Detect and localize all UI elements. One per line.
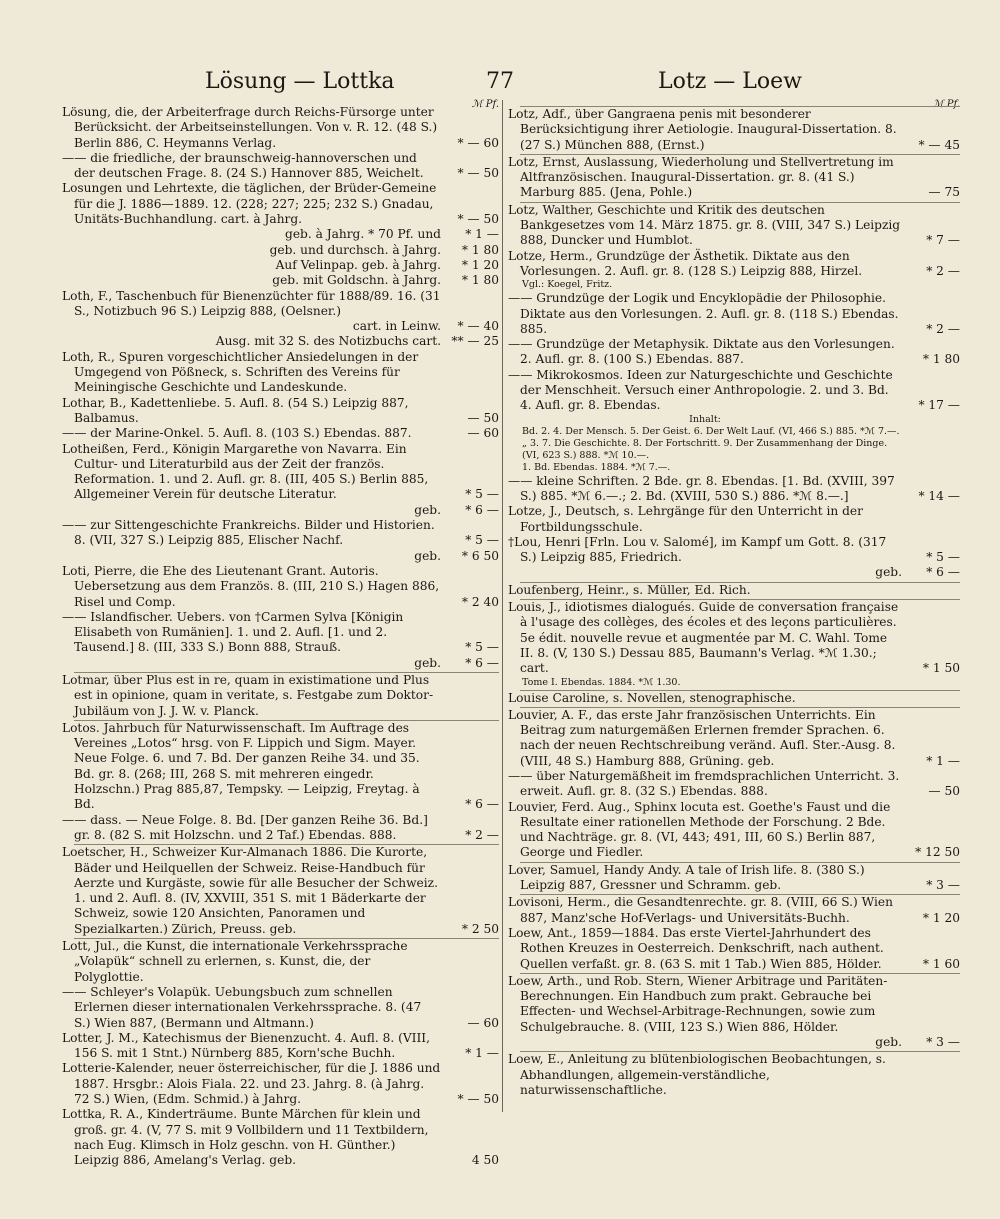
- catalog-entry: [62, 844, 499, 937]
- entry-price: * — 45: [918, 137, 960, 152]
- entry-text: —— die friedliche, der braunschweig-hannoverschen und der deutschen Frage. 8. (24 S.) Hannover 885, Weichelt.: [62, 150, 424, 181]
- entry-price: * 14 —: [918, 488, 960, 503]
- entry-text: Louise Caroline, s. Novellen, stenographische.: [508, 690, 796, 705]
- catalog-entry: [508, 690, 960, 706]
- entry-text: Louvier, A. F., das erste Jahr französischen Unterrichts. Ein Beitrag zum naturgemäßen Erlernen fremder Sprachen. 6. nach der neuen Rechtschreibung veränd. Aufl. Ster.-Ausg. 8. (VIII, 48 S.) Hamburg 888, Grüning. geb.: [508, 707, 896, 768]
- catalog-entry: [508, 894, 960, 926]
- entry-text: Lotter, J. M., Katechismus der Bienenzucht. 4. Aufl. 8. (VIII, 156 S. mit 1 Stnt.) Nürnberg 885, Korn'sche Buchh.: [62, 1030, 430, 1061]
- price-column-header: ℳ Pf.: [932, 99, 960, 110]
- entry-text: Louvier, Ferd. Aug., Sphinx locuta est. Goethe's Faust und die Resultate einer rationellen Methode der Forschung. 2 Bde. und Nachträge. gr. 8. (VI, 443; 491, III, 60 S.) Berlin 887, George und Fiedler.: [508, 799, 891, 860]
- note-text: Bd. 2. 4. Der Mensch. 5. Der Geist. 6. Der Welt Lauf. (VI, 466 S.) 885. *ℳ 7.—.: [522, 425, 900, 437]
- entry-price: * 1 80: [461, 273, 499, 288]
- entry-price: * 6 —: [465, 502, 499, 517]
- entry-text: Loew, Arth., und Rob. Stern, Wiener Arbitrage und Paritäten-Berechnungen. Ein Handbuch zum prakt. Gebrauche bei Effecten- und Wechsel-Arbitrage-Rechnungen, sowie zum Schulgebrauche. 8. (VIII, 123 S.) Wien 886, Hölder.: [508, 973, 888, 1034]
- catalog-entry: [74, 258, 499, 273]
- entry-note: [508, 414, 960, 426]
- entry-price: — 60: [467, 426, 499, 441]
- catalog-entry: [62, 150, 499, 182]
- catalog-entry: [508, 582, 960, 598]
- catalog-entry: [62, 984, 499, 1031]
- entry-text: cart. in Leinw.: [352, 319, 441, 334]
- catalog-entry: [74, 656, 499, 671]
- header-right-title: Lotz — Loew: [658, 69, 802, 94]
- catalog-entry: [62, 609, 499, 656]
- entry-price: * 1 20: [461, 257, 499, 272]
- entry-price: * 12 50: [915, 845, 960, 860]
- entry-text: Lotmar, über Plus est in re, quam in existimatione und Plus est in opinione, quam in veritate, s. Festgabe zum Doktor-Jubiläum von J. J. W. v. Planck.: [62, 672, 434, 718]
- entry-text: —— kleine Schriften. 2 Bde. gr. 8. Ebendas. [1. Bd. (XVIII, 397 S.) 885. *ℳ 6.—.; 2. Bd. (XVIII, 530 S.) 886. *ℳ 8.—.]: [508, 473, 895, 503]
- entry-text: —— Grundzüge der Metaphysik. Diktate aus den Vorlesungen. 2. Aufl. gr. 8. (100 S.) Ebendas. 887.: [508, 337, 895, 367]
- entry-text: geb.: [414, 548, 441, 563]
- catalog-entry: [508, 106, 960, 153]
- catalog-entry: [62, 426, 499, 441]
- entry-price: * 1 60: [922, 956, 960, 971]
- running-header: [150, 66, 850, 98]
- entry-price: * 1 50: [922, 661, 960, 676]
- entry-price: * 2 —: [926, 263, 960, 278]
- catalog-entry: [74, 549, 499, 564]
- entry-price: ** — 25: [451, 334, 499, 349]
- note-text: Inhalt:: [689, 413, 721, 425]
- entry-text: Ausg. mit 32 S. des Notizbuchs cart.: [215, 334, 441, 349]
- header-left-title: Lösung — Lottka: [205, 69, 395, 94]
- entry-price: * — 60: [457, 135, 499, 150]
- entry-price: * 5 —: [465, 487, 499, 502]
- entry-text: Lover, Samuel, Handy Andy. A tale of Irish life. 8. (380 S.) Leipzig 887, Gressner und Schramm. geb.: [508, 862, 865, 893]
- entry-text: Loew, E., Anleitung zu blütenbiologischen Beobachtungen, s. Abhandlungen, allgemein-verständliche, naturwissenschaftliche.: [508, 1052, 886, 1097]
- entry-price: — 60: [467, 1015, 499, 1030]
- entry-price: * 7 —: [926, 233, 960, 248]
- entry-text: Lösung, die, der Arbeiterfrage durch Reichs-Fürsorge unter Berücksicht. der Arbeitseinstellungen. Von v. R. 12. (48 S.) Berlin 886, C. Heymanns Verlag.: [62, 105, 438, 150]
- entry-text: Lotz, Adf., über Gangraena penis mit besonderer Berücksichtigung ihrer Aetiologie. Inaugural-Dissertation. 8. (27 S.) München 888, (Ernst.): [508, 107, 897, 152]
- entry-price: * 3 —: [926, 1035, 960, 1050]
- note-text: Tome I. Ebendas. 1884. *ℳ 1.30.: [522, 676, 681, 688]
- catalog-entry: [508, 202, 960, 249]
- catalog-entry: [74, 503, 499, 518]
- catalog-entry: [62, 1061, 499, 1107]
- entry-price: * — 50: [457, 212, 499, 227]
- entry-text: —— dass. — Neue Folge. 8. Bd. [Der ganzen Reihe 36. Bd.] gr. 8. (82 S. mit Holzschn. und 2 Taf.) Ebendas. 888.: [62, 812, 428, 842]
- catalog-entry: [62, 105, 499, 151]
- column-divider: [502, 100, 503, 1112]
- entry-text: Lotze, Herm., Grundzüge der Ästhetik. Diktate aus den Vorlesungen. 2. Aufl. gr. 8. (128 S.) Leipzig 888, Hirzel.: [508, 248, 863, 278]
- catalog-entry: [508, 1051, 960, 1098]
- entry-text: geb.: [414, 502, 441, 517]
- right-column: [508, 100, 960, 1098]
- entry-price: * 6 —: [465, 797, 499, 812]
- entry-price: * 6 —: [926, 565, 960, 580]
- left-column: [62, 100, 499, 1168]
- catalog-entry: [508, 973, 960, 1035]
- catalog-entry: [62, 181, 499, 227]
- catalog-entry: [62, 1107, 499, 1168]
- catalog-entry: [62, 812, 499, 844]
- entry-text: Lotterie-Kalender, neuer österreichischer, für die J. 1886 und 1887. Hrsgbr.: Alois Fiala. 22. und 23. Jahrg. 8. (à Jahrg. 72 S.) Wien, (Edm. Schmid.) à Jahrg.: [62, 1061, 441, 1106]
- catalog-entry: [508, 154, 960, 201]
- entry-text: Loth, F., Taschenbuch für Bienenzüchter für 1888/89. 16. (31 S., Notizbuch 96 S.) Leipzig 888, (Oelsner.): [62, 288, 441, 318]
- entry-text: Loetscher, H., Schweizer Kur-Almanach 1886. Die Kurorte, Bäder und Heilquellen der Schweiz. Reise-Handbuch für Aerzte und Kurgäste, sowie für alle Besucher der Schweiz. 1. und 2. Aufl. 8. (IV, XXVIII, 351 S. mit 1 Bäderkarte der Schweiz, sowie 120 Ansichten, Panoramen und Spezialkarten.) Zürich, Preuss. geb.: [62, 845, 438, 936]
- entry-note: [522, 426, 960, 438]
- entry-text: Losungen und Lehrtexte, die täglichen, der Brüder-Gemeine für die J. 1886—1889. 12. (228; 227; 225; 232 S.) Gnadau, Unitäts-Buchhandlung. cart. à Jahrg.: [62, 181, 437, 227]
- catalog-entry: [62, 441, 499, 503]
- entry-text: geb. und durchsch. à Jahrg.: [269, 242, 441, 257]
- entry-text: Lotz, Ernst, Auslassung, Wiederholung und Stellvertretung im Altfranzösischen. Inaugural-Dissertation. gr. 8. (41 S.) Marburg 885. (Jena, Pohle.): [508, 154, 894, 200]
- entry-price: — 50: [928, 784, 960, 799]
- entry-text: Lotze, J., Deutsch, s. Lehrgänge für den Unterricht in der Fortbildungsschule.: [508, 504, 863, 534]
- entry-text: Lovisoni, Herm., die Gesandtenrechte. gr. 8. (VIII, 66 S.) Wien 887, Manz'sche Hof-Verlags- und Universitäts-Buchh.: [508, 895, 893, 925]
- entry-text: Loew, Ant., 1859—1884. Das erste Viertel-Jahrhundert des Rothen Kreuzes in Oesterreich. Denkschrift, nach authent. Quellen verfaßt. gr. 8. (63 S. mit 1 Tab.) Wien 885, Hölder.: [508, 925, 884, 971]
- entry-price: * 1 —: [465, 227, 499, 242]
- catalog-entry: [508, 473, 960, 505]
- entry-text: Lotheißen, Ferd., Königin Margarethe von Navarra. Ein Cultur- und Literaturbild aus der Zeit der französ. Reformation. 1. und 2. Aufl. gr. 8. (III, 405 S.) Berlin 885, Allgemeiner Verein für deutsche Literatur.: [62, 441, 429, 502]
- catalog-entry: [508, 534, 960, 566]
- catalog-entry: [74, 243, 499, 258]
- entry-price: * 1 80: [461, 242, 499, 257]
- entry-price: * 2 40: [461, 594, 499, 609]
- catalog-entry: [508, 504, 960, 535]
- catalog-entry: [62, 1030, 499, 1062]
- catalog-entry: [62, 288, 499, 320]
- catalog-entry: [62, 349, 499, 396]
- catalog-entry: [508, 599, 960, 676]
- catalog-entry: [508, 799, 960, 861]
- entry-text: Louis, J., idiotismes dialogués. Guide de conversation française à l'usage des collèges, des écoles et des leçons particulières. 5e édit. nouvelle revue et augmentée par M. C. Wahl. Tome II. 8. (V, 130 S.) Dessau 885, Baumann's Verlag. *ℳ 1.30.; cart.: [508, 600, 899, 676]
- note-text: 1. Bd. Ebendas. 1884. *ℳ 7.—.: [522, 461, 671, 473]
- entry-text: geb.: [875, 565, 902, 580]
- entry-text: Loti, Pierre, die Ehe des Lieutenant Grant. Autoris. Uebersetzung aus dem Französ. 8. (III, 210 S.) Hagen 886, Risel und Comp.: [62, 563, 440, 609]
- entry-price: * 6 50: [461, 548, 499, 563]
- entry-text: Loufenberg, Heinr., s. Müller, Ed. Rich.: [508, 582, 751, 597]
- catalog-entry: [508, 925, 960, 972]
- entry-note: [522, 279, 960, 291]
- catalog-entry: [508, 862, 960, 894]
- entry-price: * 1 —: [465, 1046, 499, 1061]
- entry-price: — 50: [467, 410, 499, 425]
- entry-text: —— der Marine-Onkel. 5. Aufl. 8. (103 S.) Ebendas. 887.: [62, 426, 412, 441]
- entry-price: * 1 20: [922, 910, 960, 925]
- price-column-header: ℳ Pf.: [471, 99, 499, 110]
- entry-price: * 2 50: [461, 921, 499, 936]
- catalog-entry: [62, 563, 499, 610]
- catalog-entry: [520, 1035, 960, 1050]
- entry-price: * — 50: [457, 1092, 499, 1106]
- entry-note: [522, 438, 960, 462]
- catalog-entry: [62, 938, 499, 985]
- entry-text: Lott, Jul., die Kunst, die internationale Verkehrssprache „Volapük“ schnell zu erlernen, s. Kunst, die, der Polyglottie.: [62, 939, 408, 984]
- entry-price: * — 40: [457, 319, 499, 334]
- catalog-entry: [74, 227, 499, 242]
- entry-price: * 17 —: [918, 398, 960, 413]
- catalog-entry: [62, 672, 499, 719]
- entry-price: * — 50: [457, 166, 499, 181]
- entry-text: †Lou, Henri [Frln. Lou v. Salomé], im Kampf um Gott. 8. (317 S.) Leipzig 885, Friedrich.: [508, 534, 887, 565]
- catalog-entry: [508, 291, 960, 337]
- entry-text: —— zur Sittengeschichte Frankreichs. Bilder und Historien. 8. (VII, 327 S.) Leipzig 885, Elischer Nachf.: [62, 518, 435, 548]
- entry-price: * 2 —: [926, 321, 960, 336]
- entry-text: geb. mit Goldschn. à Jahrg.: [272, 273, 441, 288]
- entry-note: [522, 462, 960, 474]
- catalog-entry: [74, 273, 499, 288]
- entry-text: geb.: [414, 655, 441, 670]
- catalog-entry: [62, 395, 499, 427]
- entry-price: — 75: [928, 185, 960, 200]
- entry-text: Lotz, Walther, Geschichte und Kritik des deutschen Bankgesetzes vom 14. März 1875. gr. 8. (VIII, 347 S.) Leipzig 888, Duncker und Humblot.: [508, 202, 901, 248]
- entry-text: Loth, R., Spuren vorgeschichtlicher Ansiedelungen in der Umgegend von Pößneck, s. Schriften des Vereins für Meiningische Geschichte und Landeskunde.: [62, 349, 419, 395]
- entry-text: Lottka, R. A., Kinderträume. Bunte Märchen für klein und groß. gr. 4. (V, 77 S. mit 9 Vollbildern und 11 Textbildern, nach Eug. Klimsch in Holz geschn. von H. Günther.) Leipzig 886, Amelang's Verlag. geb.: [62, 1107, 429, 1168]
- entry-price: * 5 —: [465, 533, 499, 548]
- entry-price: * 3 —: [926, 878, 960, 893]
- catalog-entry: [520, 565, 960, 580]
- catalog-entry: [74, 334, 499, 349]
- catalog-entry: [508, 337, 960, 368]
- entry-text: Auf Velinpap. geb. à Jahrg.: [275, 257, 441, 272]
- catalog-entry: [508, 367, 960, 414]
- entry-text: —— Schleyer's Volapük. Uebungsbuch zum schnellen Erlernen dieser internationalen Verkehrssprache. 8. (47 S.) Wien 887, (Bermann und Altmann.): [62, 984, 422, 1030]
- entry-text: geb. à Jahrg. * 70 Pf. und: [285, 227, 441, 242]
- catalog-entry: [62, 518, 499, 549]
- note-text: Vgl.: Koegel, Fritz.: [522, 279, 613, 291]
- entry-text: Lothar, B., Kadettenliebe. 5. Aufl. 8. (54 S.) Leipzig 887, Balbamus.: [62, 395, 409, 425]
- note-text: „ 3. 7. Die Geschichte. 8. Der Fortschritt. 9. Der Zusammenhang der Dinge. (VI, 623 S.) 888. *ℳ 10.—.: [522, 437, 888, 461]
- entry-price: * 2 —: [465, 827, 499, 842]
- entry-price: * 1 80: [922, 352, 960, 367]
- entry-price: 4 50: [471, 1153, 499, 1168]
- catalog-entry: [508, 248, 960, 280]
- catalog-entry: [62, 720, 499, 813]
- entry-note: [522, 677, 960, 689]
- entry-text: —— Grundzüge der Logik und Encyklopädie der Philosophie. Diktate aus den Vorlesungen. 2. Aufl. gr. 8. (118 S.) Ebendas. 885.: [508, 291, 899, 336]
- catalog-entry: [74, 319, 499, 334]
- entry-text: —— Islandfischer. Uebers. von †Carmen Sylva [Königin Elisabeth von Rumänien]. 1. und 2. Aufl. [1. und 2. Tausend.] 8. (III, 333 S.) Bonn 888, Strauß.: [62, 609, 404, 655]
- entry-price: * 5 —: [926, 550, 960, 565]
- entry-text: —— Mikrokosmos. Ideen zur Naturgeschichte und Geschichte der Menschheit. Versuch einer Anthropologie. 2. und 3. Bd. 4. Aufl. gr. 8. Ebendas.: [508, 367, 893, 413]
- entry-text: geb.: [875, 1035, 902, 1050]
- catalog-entry: [508, 707, 960, 769]
- entry-text: —— über Naturgemäßheit im fremdsprachlichen Unterricht. 3. erweit. Aufl. gr. 8. (32 S.) Ebendas. 888.: [508, 768, 900, 799]
- entry-price: * 6 —: [465, 655, 499, 670]
- page-number: 77: [486, 69, 514, 94]
- entry-text: Lotos. Jahrbuch für Naturwissenschaft. Im Auftrage des Vereines „Lotos“ hrsg. von F. Lippich und Sigm. Mayer. Neue Folge. 6. und 7. Bd. Der ganzen Reihe 34. und 35. Bd. gr. 8. (268; III, 268 S. mit mehreren eingedr. Holzschn.) Prag 885,87, Tempsky. — Leipzig, Freytag. à Bd.: [62, 720, 420, 812]
- entry-price: * 5 —: [465, 640, 499, 655]
- catalog-entry: [508, 768, 960, 800]
- entry-price: * 1 —: [926, 753, 960, 768]
